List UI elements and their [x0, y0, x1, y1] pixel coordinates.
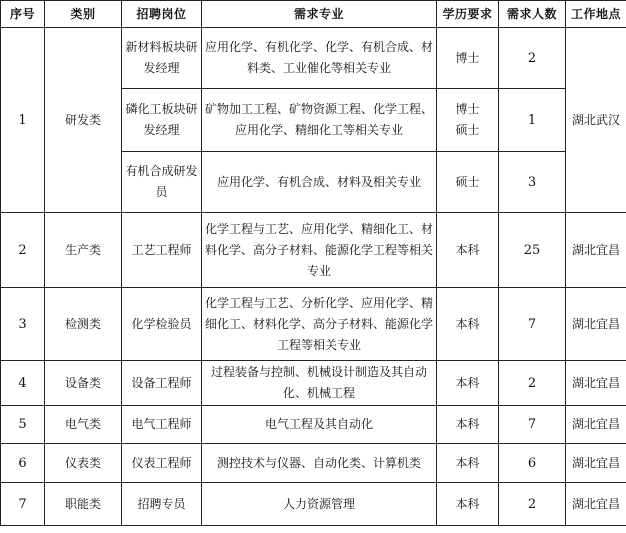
row-major: 电气工程及其自动化 — [202, 406, 437, 444]
row-major: 化学工程与工艺、应用化学、精细化工、材料化学、高分子材料、能源化学工程等相关专业 — [202, 213, 437, 288]
header-position: 招聘岗位 — [122, 1, 202, 28]
row-degree: 本科 — [437, 288, 499, 361]
row-location: 湖北宜昌 — [566, 483, 626, 526]
table-row — [1, 483, 626, 526]
row-index: 2 — [1, 213, 45, 288]
row-position: 工艺工程师 — [122, 213, 202, 288]
table-row — [1, 288, 626, 361]
row-count: 7 — [499, 288, 566, 361]
row-location: 湖北宜昌 — [566, 406, 626, 444]
row-count: 25 — [499, 213, 566, 288]
row-major: 测控技术与仪器、自动化类、计算机类 — [202, 444, 437, 483]
row-degree: 本科 — [437, 483, 499, 526]
row-degree: 本科 — [437, 406, 499, 444]
row-position: 招聘专员 — [122, 483, 202, 526]
row-index: 6 — [1, 444, 45, 483]
row-category: 职能类 — [45, 483, 122, 526]
row-category: 电气类 — [45, 406, 122, 444]
header-degree: 学历要求 — [437, 1, 499, 28]
row-category: 生产类 — [45, 213, 122, 288]
row-location: 湖北宜昌 — [566, 444, 626, 483]
header-major: 需求专业 — [202, 1, 437, 28]
header-index: 序号 — [1, 1, 45, 28]
row-degree-line: 硕士 — [455, 123, 480, 137]
header-row — [1, 1, 626, 28]
header-location: 工作地点 — [566, 1, 626, 28]
row-category: 设备类 — [45, 361, 122, 406]
row-count: 3 — [499, 152, 566, 213]
row-position: 新材料板块研发经理 — [122, 28, 202, 89]
row-degree — [437, 89, 499, 152]
row-major: 人力资源管理 — [202, 483, 437, 526]
row-degree: 本科 — [437, 361, 499, 406]
row-index: 4 — [1, 361, 45, 406]
table-row — [1, 406, 626, 444]
header-category: 类别 — [45, 1, 122, 28]
row-location: 湖北宜昌 — [566, 288, 626, 361]
row-index: 1 — [1, 28, 45, 213]
table-row — [1, 213, 626, 288]
row-degree: 博士 — [437, 28, 499, 89]
table-row — [1, 28, 626, 89]
row-position: 有机合成研发员 — [122, 152, 202, 213]
row-location: 湖北武汉 — [566, 28, 626, 213]
row-count: 2 — [499, 28, 566, 89]
row-degree-line: 博士 — [455, 102, 480, 116]
row-major: 应用化学、有机化学、化学、有机合成、材料类、工业催化等相关专业 — [202, 28, 437, 89]
row-major: 过程装备与控制、机械设计制造及其自动化、机械工程 — [202, 361, 437, 406]
row-index: 5 — [1, 406, 45, 444]
row-category: 仪表类 — [45, 444, 122, 483]
row-degree: 硕士 — [437, 152, 499, 213]
row-position: 磷化工板块研发经理 — [122, 89, 202, 152]
row-major: 化学工程与工艺、分析化学、应用化学、精细化工、材料化学、高分子材料、能源化学工程等相关专业 — [202, 288, 437, 361]
row-position: 设备工程师 — [122, 361, 202, 406]
row-count: 1 — [499, 89, 566, 152]
row-count: 7 — [499, 406, 566, 444]
row-position: 化学检验员 — [122, 288, 202, 361]
row-location: 湖北宜昌 — [566, 213, 626, 288]
row-index: 7 — [1, 483, 45, 526]
row-category: 检测类 — [45, 288, 122, 361]
row-degree: 本科 — [437, 213, 499, 288]
row-count: 2 — [499, 483, 566, 526]
row-count: 6 — [499, 444, 566, 483]
row-major: 矿物加工工程、矿物资源工程、化学工程、应用化学、精细化工等相关专业 — [202, 89, 437, 152]
row-category: 研发类 — [45, 28, 122, 213]
row-position: 电气工程师 — [122, 406, 202, 444]
row-major: 应用化学、有机合成、材料及相关专业 — [202, 152, 437, 213]
table-row — [1, 361, 626, 406]
row-index: 3 — [1, 288, 45, 361]
header-count: 需求人数 — [499, 1, 566, 28]
table-row — [1, 444, 626, 483]
row-location: 湖北宜昌 — [566, 361, 626, 406]
row-degree: 本科 — [437, 444, 499, 483]
row-position: 仪表工程师 — [122, 444, 202, 483]
row-count: 2 — [499, 361, 566, 406]
